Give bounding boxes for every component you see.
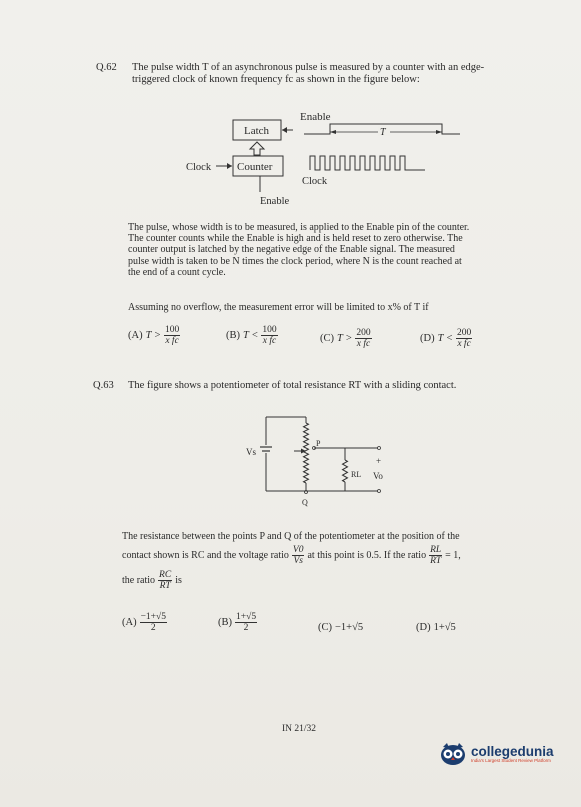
- q62-para-line5: the end of a count cycle.: [128, 266, 226, 278]
- rl-label: RL: [351, 470, 362, 479]
- q62-option-b-lhs: T <: [243, 330, 259, 341]
- q63-option-a[interactable]: [122, 612, 167, 633]
- q63-option-c-label: (C): [318, 622, 332, 633]
- q63-voltage-ratio-num: V0: [292, 545, 304, 555]
- q63-para-line2-b: at this point is 0.5. If the ratio: [307, 549, 427, 561]
- q63-option-c[interactable]: [318, 622, 363, 633]
- q63-option-d-label: (D): [416, 622, 431, 633]
- vo-plus-label: +: [376, 456, 382, 466]
- q63-rl-rt-num: RL: [430, 545, 442, 555]
- q62-option-d-den: x fc: [457, 339, 471, 349]
- clock-input-arrow: [227, 163, 232, 169]
- q63-rc-rt-num: RC: [159, 570, 172, 580]
- q62-para-line2: The counter counts while the Enable is high and is held reset to zero otherwise. The: [128, 233, 463, 245]
- q63-rl-rt-den: RT: [430, 556, 442, 566]
- q63-option-a-label: (A): [122, 617, 137, 628]
- q62-para-line3: counter output is latched by the negative edge of the Enable signal. The measured: [128, 244, 455, 256]
- counter-label: Counter: [237, 161, 273, 173]
- q62-option-a[interactable]: [128, 325, 180, 346]
- q63-para-line1: The resistance between the points P and Q of the potentiometer at the position of the: [122, 531, 460, 542]
- q62-option-c-fraction: [355, 328, 371, 349]
- q63-rc-rt-den: RT: [159, 581, 171, 591]
- latch-label: Latch: [244, 125, 270, 137]
- q62-option-a-lhs: T >: [145, 330, 161, 341]
- q63-option-b[interactable]: [218, 612, 257, 633]
- q62-stem-line2: triggered clock of known frequency fc as shown in the figure below:: [132, 74, 420, 85]
- q63-option-a-num: −1+√5: [140, 612, 167, 622]
- q63-rl-rt-ratio: [429, 545, 442, 566]
- q63-option-b-num: 1+√5: [236, 612, 257, 622]
- q62-option-d-label: (D): [420, 333, 435, 344]
- q63-option-b-den: 2: [243, 623, 249, 633]
- q62-option-b-num: 100: [262, 325, 277, 335]
- potentiometer-resistor: [304, 423, 309, 483]
- t-label: T: [380, 127, 386, 138]
- q62-option-c-num: 200: [356, 328, 371, 338]
- load-resistor: [343, 460, 348, 482]
- q62-number: Q.62: [96, 62, 117, 73]
- q63-para-line2-a: contact shown is RC and the voltage ratio: [122, 549, 289, 561]
- brand-logo[interactable]: [439, 742, 554, 766]
- q62-option-b-den: x fc: [262, 336, 277, 346]
- q62-option-b-label: (B): [226, 330, 240, 341]
- q62-assumption: Assuming no overflow, the measurement error will be limited to x% of T if: [128, 302, 429, 313]
- q62-option-a-label: (A): [128, 330, 143, 341]
- q62-option-d-lhs: T <: [437, 333, 453, 344]
- q62-option-d-num: 200: [456, 328, 472, 338]
- q62-option-c-lhs: T >: [337, 333, 353, 344]
- q63-option-d-text: 1+√5: [433, 622, 456, 633]
- q62-option-a-fraction: [164, 325, 180, 346]
- clock-waveform: [310, 156, 425, 170]
- q63-para-line3: [122, 570, 182, 591]
- q63-option-b-label: (B): [218, 617, 232, 628]
- brand-text: [471, 745, 554, 763]
- p-label: P: [316, 439, 321, 448]
- q62-option-a-num: 100: [164, 325, 180, 335]
- q63-number: Q.63: [93, 380, 114, 391]
- q62-para-line4: pulse width is taken to be N times the clock period, where N is the count reached at: [128, 255, 462, 267]
- q63-para-line2: [122, 545, 461, 566]
- q62-option-d[interactable]: [420, 328, 472, 349]
- owl-icon: [439, 742, 467, 766]
- page-number: IN 21/32: [282, 724, 317, 734]
- counter-to-latch-arrow: [250, 142, 264, 155]
- q63-option-c-text: −1+√5: [335, 622, 364, 633]
- q63-option-a-den: 2: [150, 623, 156, 633]
- q63-para-line3-a: the ratio: [122, 574, 156, 586]
- q63-option-b-fraction: [235, 612, 257, 633]
- q63-voltage-ratio: [292, 545, 305, 566]
- brand-tagline: India's Largest Student Review Platform: [471, 758, 551, 763]
- q63-voltage-ratio-den: Vs: [293, 556, 303, 566]
- q63-para-line2-c: = 1,: [445, 549, 461, 561]
- vo-label: Vo: [373, 471, 383, 481]
- q62-option-b-fraction: [261, 325, 277, 346]
- q63-para-line3-b: is: [175, 574, 182, 586]
- q63-stem: The figure shows a potentiometer of total resistance RT with a sliding contact.: [128, 380, 457, 391]
- q62-option-a-den: x fc: [165, 336, 179, 346]
- q62-paragraph: [128, 222, 514, 278]
- latch-arrow-head: [282, 127, 287, 133]
- q62-option-d-fraction: [456, 328, 472, 349]
- brand-name: collegedunia: [471, 744, 554, 759]
- q63-option-a-fraction: [140, 612, 167, 633]
- q62-stem: [132, 62, 552, 86]
- clock-input-label: Clock: [186, 162, 212, 173]
- vs-label: Vs: [246, 447, 257, 457]
- q62-option-b[interactable]: [226, 325, 278, 346]
- q62-option-c[interactable]: [320, 328, 372, 349]
- q62-option-c-label: (C): [320, 333, 334, 344]
- q62-stem-line1: The pulse width T of an asynchronous pulse is measured by a counter with an edge-: [132, 62, 485, 73]
- q62-circuit-figure: [180, 104, 470, 212]
- enable-top-label: Enable: [300, 111, 331, 123]
- q-label: Q: [302, 498, 308, 507]
- q62-para-line1: The pulse, whose width is to be measured, is applied to the Enable pin of the counter.: [128, 222, 470, 233]
- q63-option-d[interactable]: [416, 622, 456, 633]
- q63-potentiometer-figure: [240, 405, 410, 515]
- q63-rc-rt-ratio: [158, 570, 172, 591]
- clock-waveform-label: Clock: [302, 176, 328, 187]
- q62-option-c-den: x fc: [356, 339, 371, 349]
- enable-bottom-label: Enable: [260, 196, 290, 207]
- t-arrow-right: [436, 130, 442, 134]
- t-arrow-left: [330, 130, 336, 134]
